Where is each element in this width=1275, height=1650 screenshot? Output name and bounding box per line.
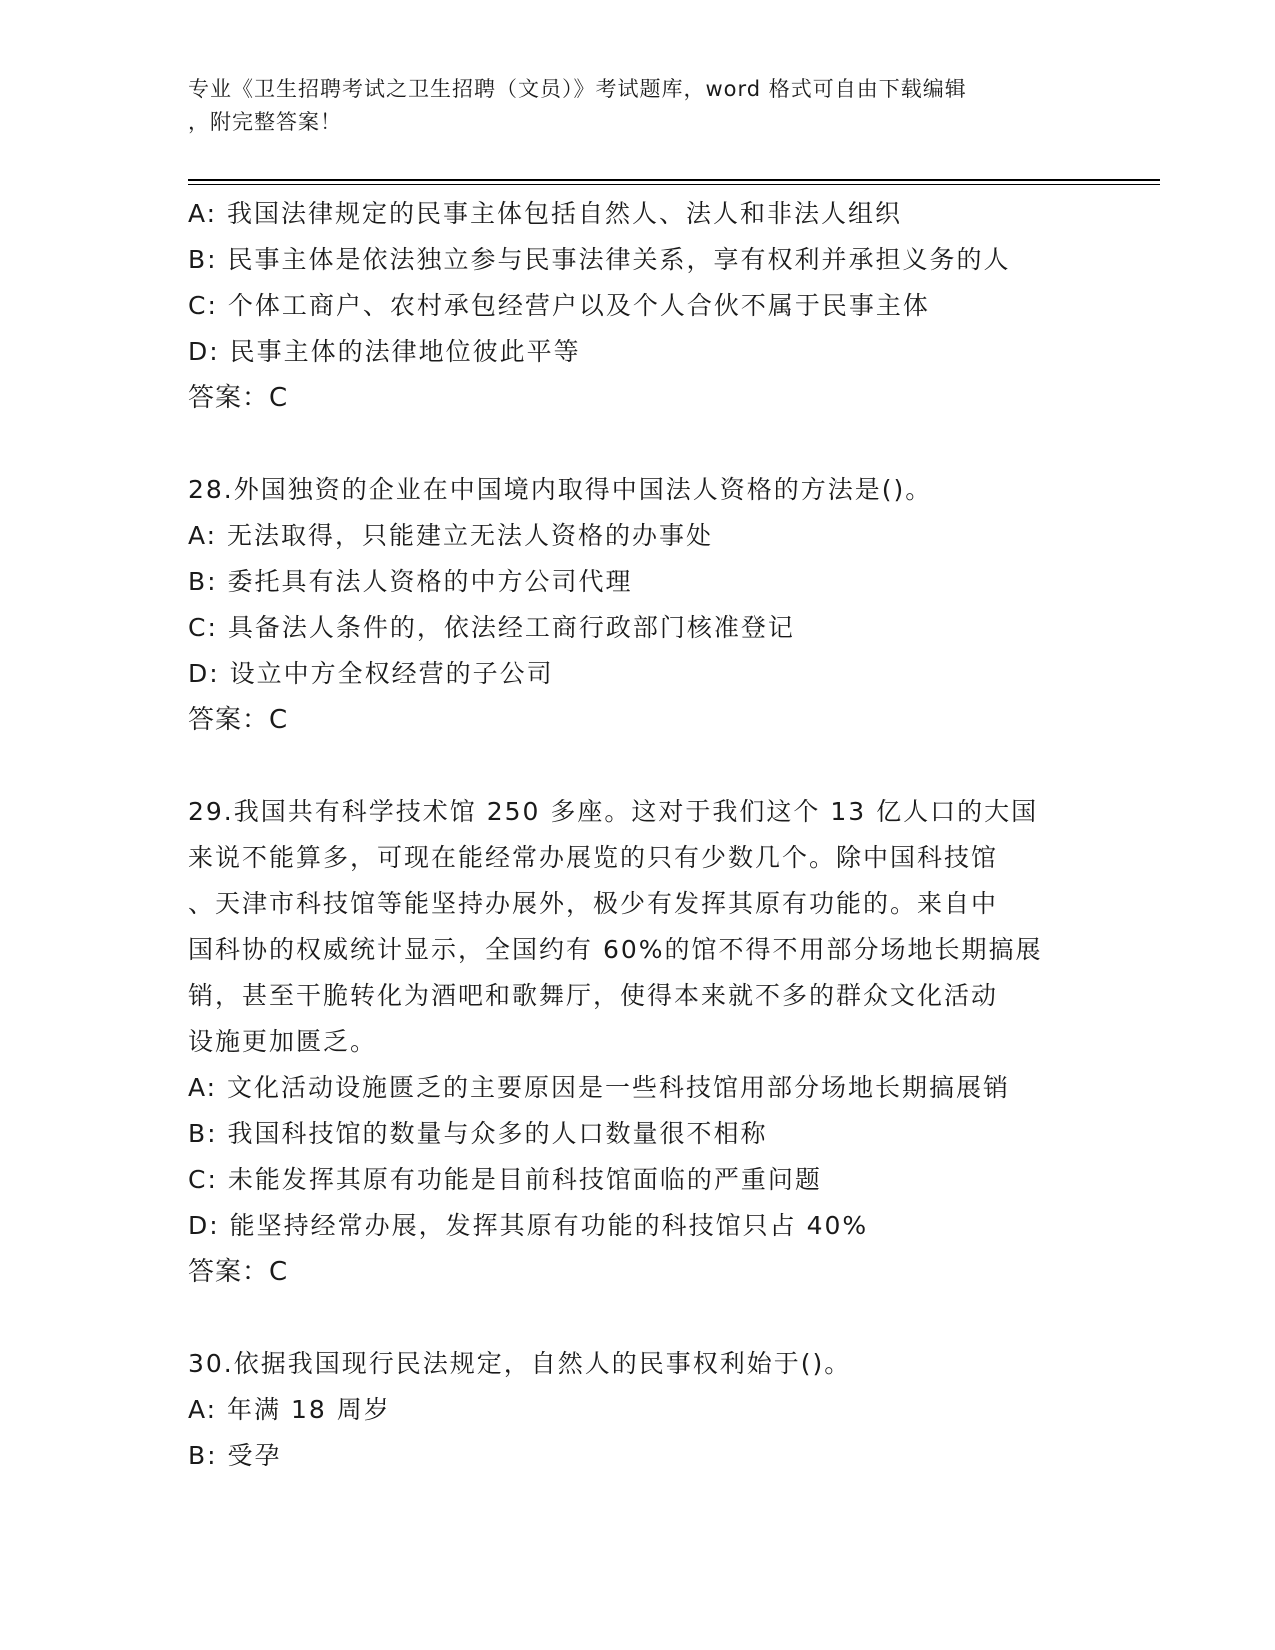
question-stem-line: 国科协的权威统计显示，全国约有 60%的馆不得不用部分场地长期搞展 [188,935,1043,964]
answer: 答案：C [188,383,289,413]
question-stem-line: 设施更加匮乏。 [188,1027,378,1056]
question-content [188,191,1088,1479]
option-a: A: 文化活动设施匮乏的主要原因是一些科技馆用部分场地长期搞展销 [188,1073,1011,1102]
option-a: A: 我国法律规定的民事主体包括自然人、法人和非法人组织 [188,199,903,228]
option-b: B: 委托具有法人资格的中方公司代理 [188,567,633,596]
question-stem-line: 、天津市科技馆等能坚持办展外，极少有发挥其原有功能的。来自中 [188,889,999,918]
document-header [188,73,1088,139]
option-d: D: 民事主体的法律地位彼此平等 [188,337,581,366]
header-line-2: ，附完整答案！ [188,110,342,134]
spacer [188,743,1088,789]
option-b: B: 我国科技馆的数量与众多的人口数量很不相称 [188,1119,768,1148]
question-29 [188,789,1088,1295]
question-stem-line: 来说不能算多，可现在能经常办展览的只有少数几个。除中国科技馆 [188,843,999,872]
question-27 [188,191,1088,421]
spacer [188,421,1088,467]
question-stem-line: 29.我国共有科学技术馆 250 多座。这对于我们这个 13 亿人口的大国 [188,797,1039,826]
option-b: B: 民事主体是依法独立参与民事法律关系，享有权利并承担义务的人 [188,245,1011,274]
option-c: C: 具备法人条件的，依法经工商行政部门核准登记 [188,613,795,642]
question-28 [188,467,1088,743]
question-stem: 28.外国独资的企业在中国境内取得中国法人资格的方法是()。 [188,475,933,504]
header-divider-thin [188,184,1160,185]
question-30 [188,1341,1088,1479]
option-a: A: 无法取得，只能建立无法人资格的办事处 [188,521,714,550]
option-c: C: 未能发挥其原有功能是目前科技馆面临的严重问题 [188,1165,822,1194]
answer: 答案：C [188,705,289,735]
question-stem: 30.依据我国现行民法规定，自然人的民事权利始于()。 [188,1349,852,1378]
option-c: C: 个体工商户、农村承包经营户以及个人合伙不属于民事主体 [188,291,930,320]
header-divider-thick [188,179,1160,181]
header-line-1: 专业《卫生招聘考试之卫生招聘（文员）》考试题库，word 格式可自由下载编辑 [188,77,967,101]
option-b: B: 受孕 [188,1441,282,1470]
answer: 答案：C [188,1257,289,1287]
option-d: D: 设立中方全权经营的子公司 [188,659,554,688]
option-a: A: 年满 18 周岁 [188,1395,391,1424]
spacer [188,1295,1088,1341]
question-stem-line: 销，甚至干脆转化为酒吧和歌舞厅，使得本来就不多的群众文化活动 [188,981,999,1010]
option-d: D: 能坚持经常办展，发挥其原有功能的科技馆只占 40% [188,1211,869,1240]
